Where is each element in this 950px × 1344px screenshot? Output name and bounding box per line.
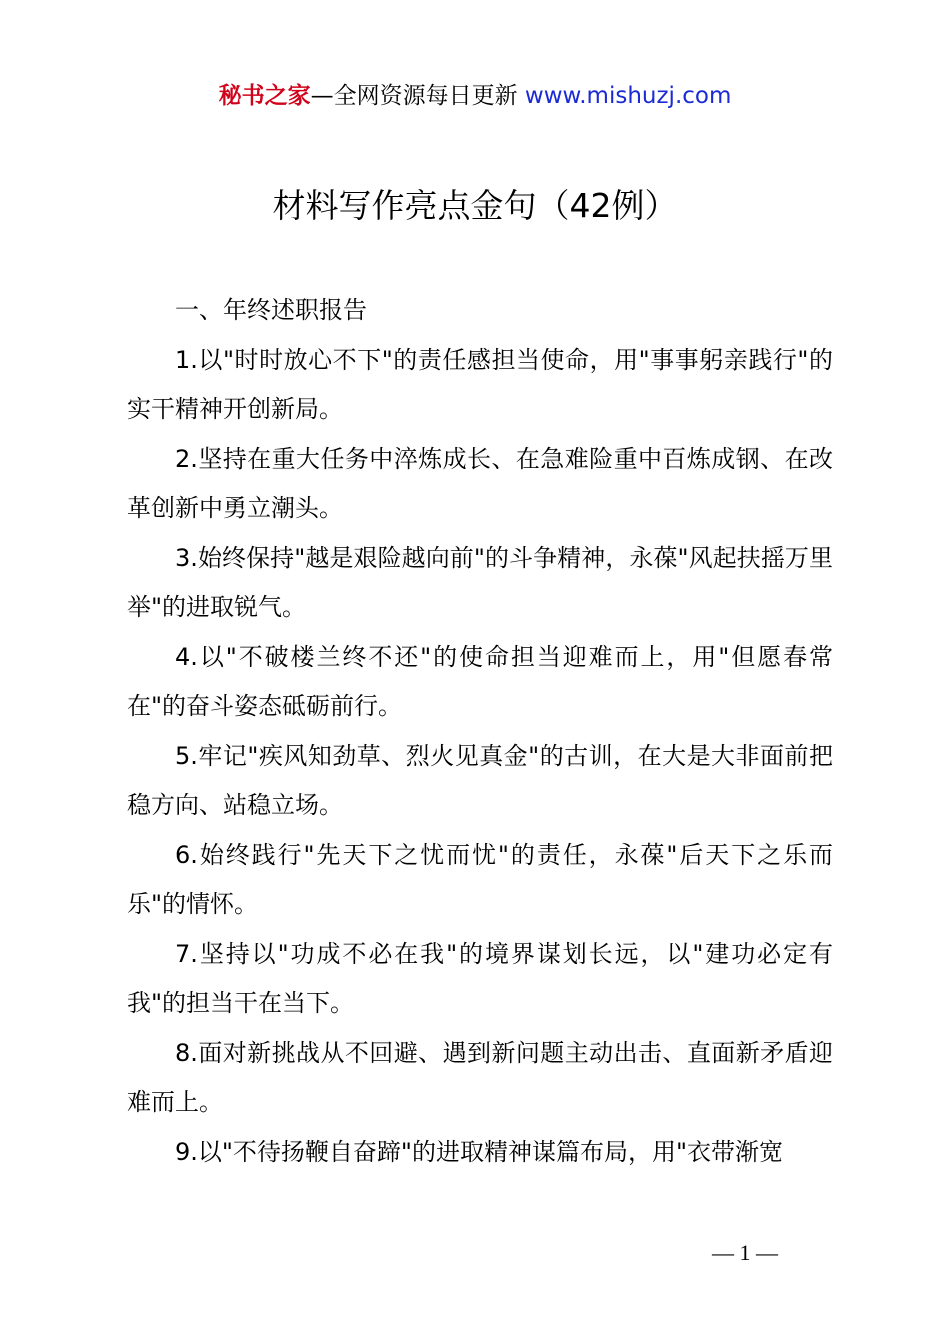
list-item: 8.面对新挑战从不回避、遇到新问题主动出击、直面新矛盾迎难而上。: [127, 1038, 833, 1116]
section-heading: 一、年终述职报告: [175, 296, 367, 324]
brand-name: 秘书之家: [218, 83, 311, 109]
site-url-link[interactable]: www.mishuzj.com: [524, 83, 732, 109]
document-title: 材料写作亮点金句（42例）: [272, 186, 678, 225]
list-item: 9.以"不待扬鞭自奋蹄"的进取精神谋篇布局，用"衣带渐宽: [175, 1137, 784, 1166]
list-item: 4.以"不破楼兰终不还"的使命担当迎难而上，用"但愿春常在"的奋斗姿态砥砺前行。: [127, 642, 833, 720]
list-item: 3.始终保持"越是艰险越向前"的斗争精神，永葆"风起扶摇万里举"的进取锐气。: [127, 543, 833, 621]
document-body: [127, 286, 833, 1177]
header-tagline: —全网资源每日更新: [310, 83, 518, 109]
site-header: [0, 80, 950, 112]
list-item: 1.以"时时放心不下"的责任感担当使命，用"事事躬亲践行"的实干精神开创新局。: [127, 345, 833, 423]
list-item: 2.坚持在重大任务中淬炼成长、在急难险重中百炼成钢、在改革创新中勇立潮头。: [127, 444, 833, 522]
page-number: — 1 —: [712, 1240, 778, 1265]
list-item: 5.牢记"疾风知劲草、烈火见真金"的古训，在大是大非面前把稳方向、站稳立场。: [127, 741, 833, 819]
list-item: 7.坚持以"功成不必在我"的境界谋划长远，以"建功必定有我"的担当干在当下。: [127, 939, 833, 1017]
list-item: 6.始终践行"先天下之忧而忧"的责任，永葆"后天下之乐而乐"的情怀。: [127, 840, 833, 918]
